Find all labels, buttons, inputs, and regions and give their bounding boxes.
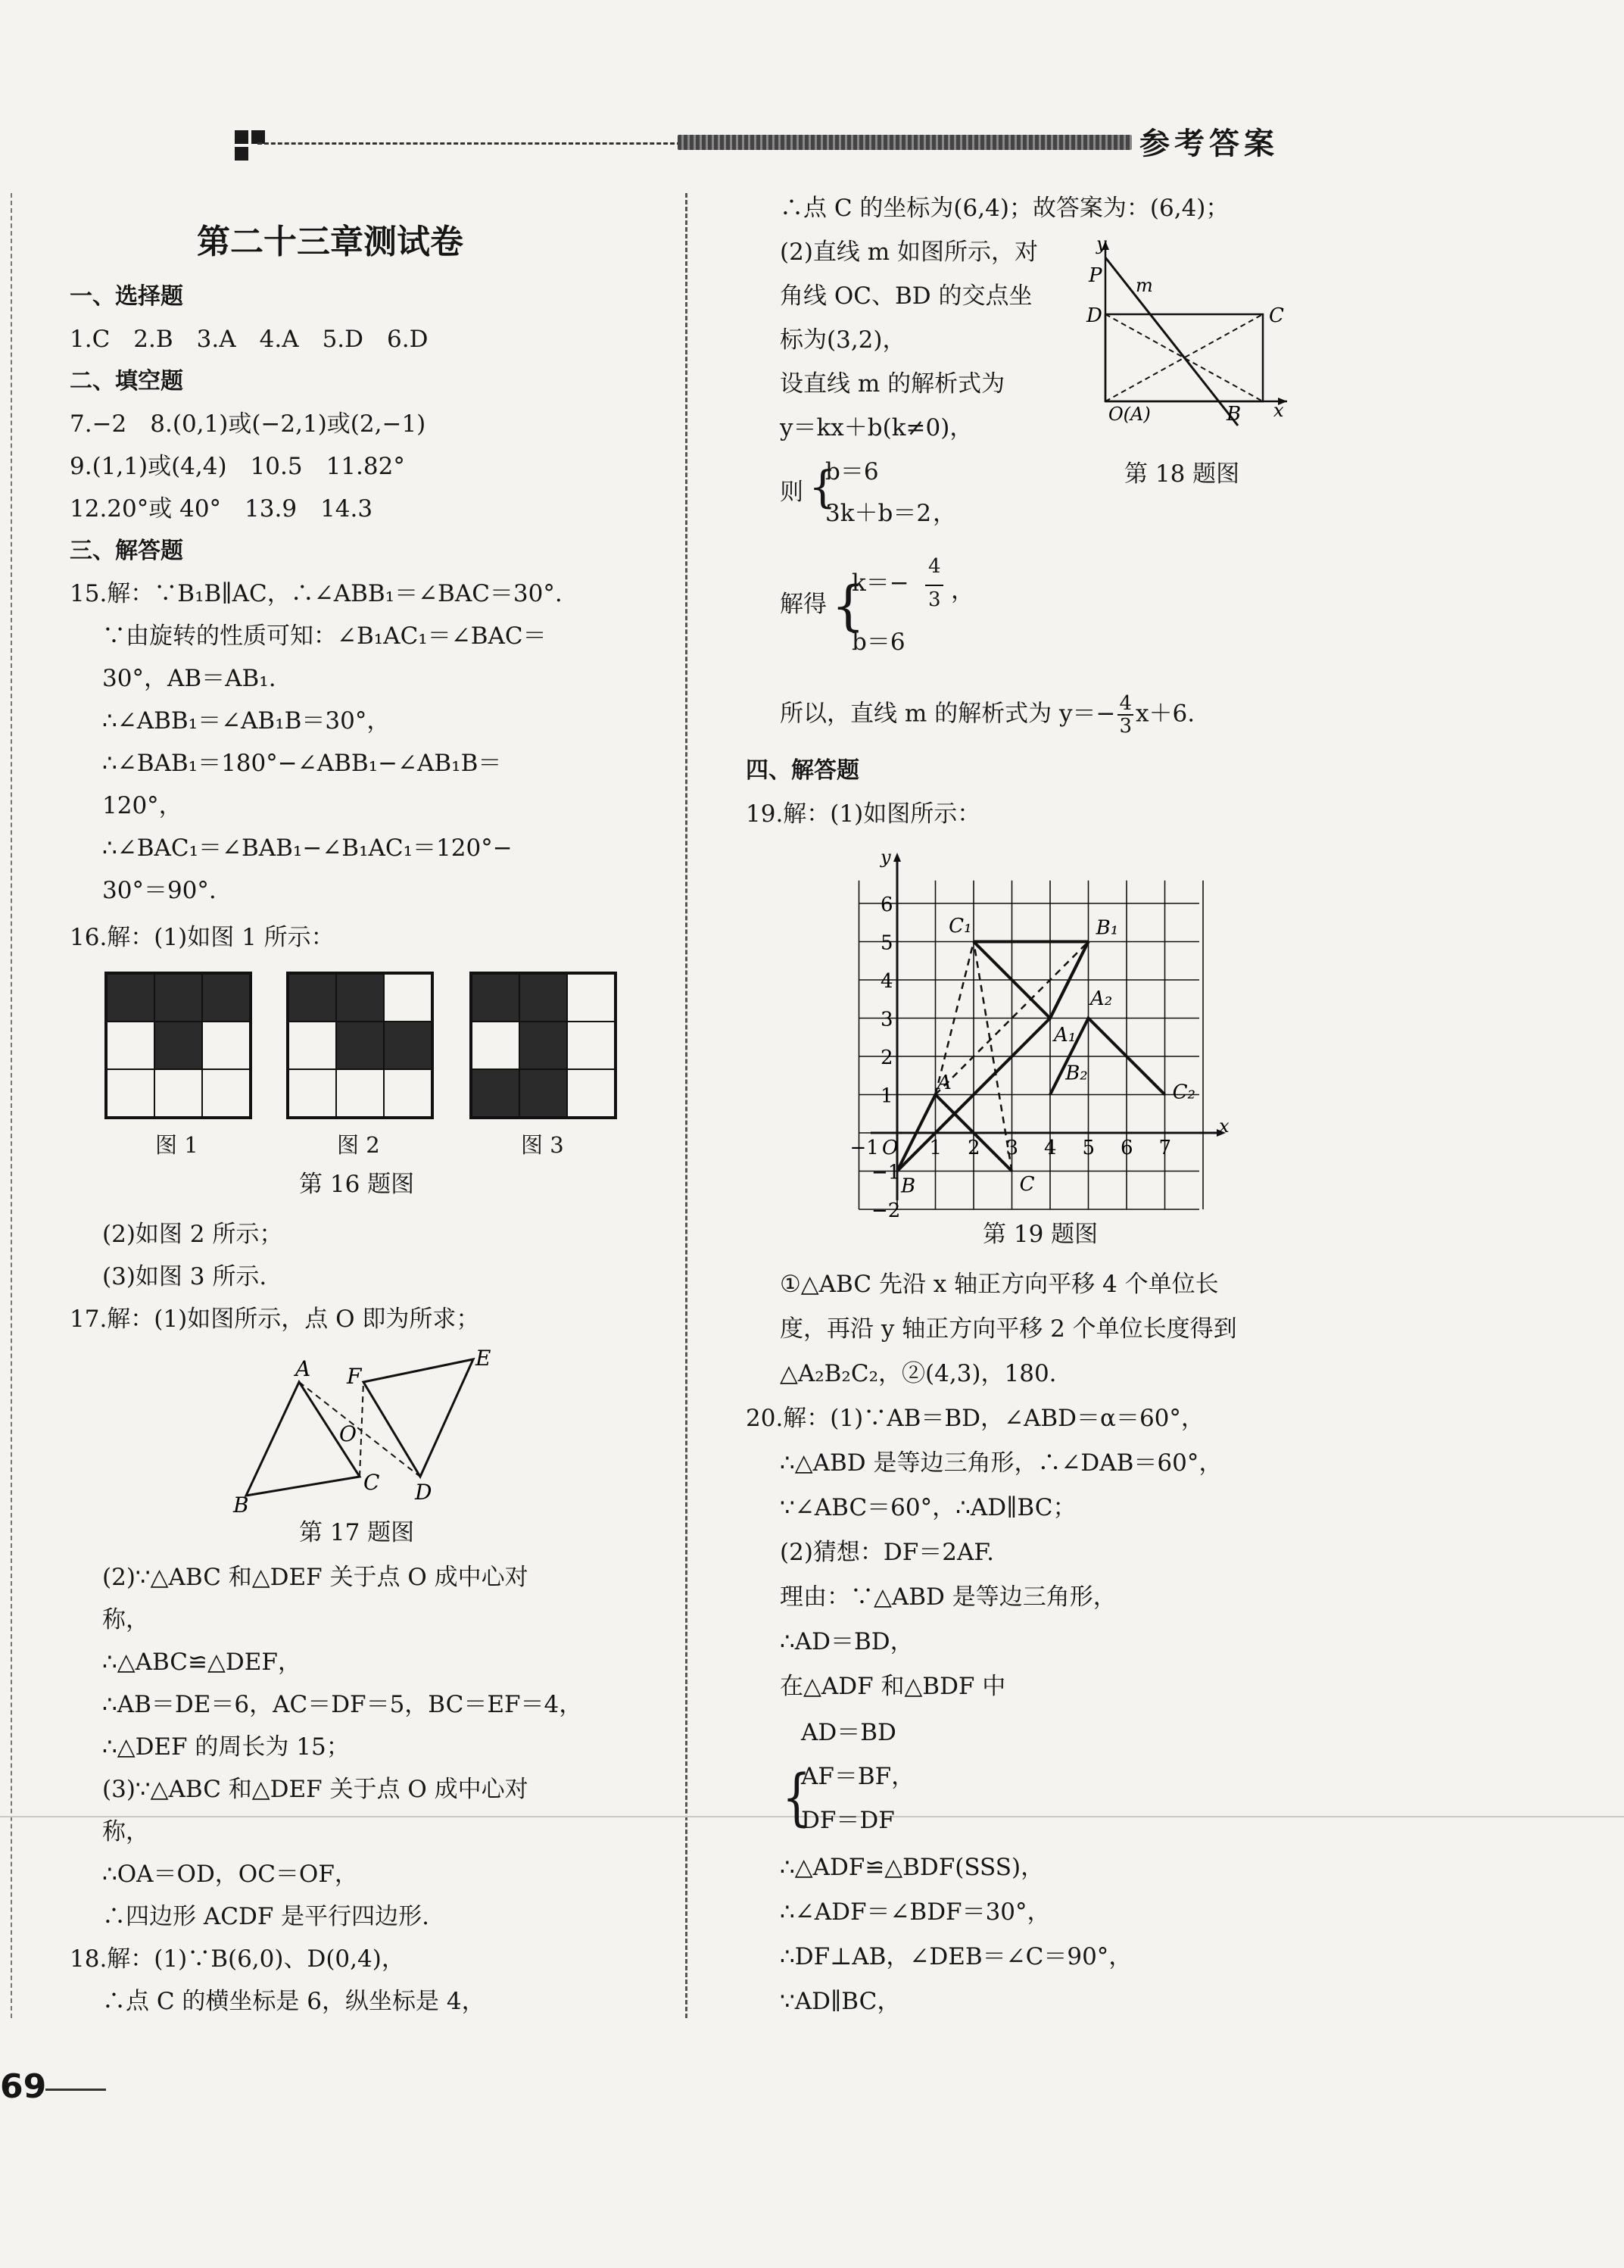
answer-line: 7.−2 8.(0,1)或(−2,1)或(2,−1) xyxy=(70,410,426,438)
answer-line: △A₂B₂C₂，②(4,3)，180. xyxy=(780,1360,1057,1387)
point-label: D xyxy=(415,1480,432,1505)
section-heading: 一、选择题 xyxy=(70,283,183,310)
answer-line: 18.解：(1)∵B(6,0)、D(0,4)， xyxy=(70,1945,405,1973)
conclusion-tail: x＋6. xyxy=(1136,700,1195,728)
answer-line: 角线 OC、BD 的交点坐 xyxy=(780,282,1033,310)
figure-17-caption: 第 17 题图 xyxy=(299,1519,415,1546)
brace-icon: { xyxy=(831,575,865,637)
system-row: AD＝BD xyxy=(801,1719,896,1746)
triangle-def xyxy=(363,1359,473,1477)
point-label: D xyxy=(1086,304,1102,327)
answer-line: 12.20°或 40° 13.9 14.3 xyxy=(70,495,373,523)
system-row: DF＝DF xyxy=(801,1807,895,1834)
answer-line: (2)如图 2 所示； xyxy=(102,1221,283,1248)
x-tick-label: 7 xyxy=(1158,1137,1172,1159)
point-label: A xyxy=(295,1356,311,1381)
point-label: m xyxy=(1136,275,1153,296)
answer-line: 9.(1,1)或(4,4) 10.5 11.82° xyxy=(70,453,405,480)
point-label: C xyxy=(1019,1172,1035,1196)
answer-line: ∴∠BAB₁＝180°−∠ABB₁−∠AB₁B＝ xyxy=(102,750,502,777)
answer-line: 在△ADF 和△BDF 中 xyxy=(780,1673,1006,1700)
brace-icon: { xyxy=(809,461,837,513)
system-suffix: ， xyxy=(933,500,956,527)
point-label: A xyxy=(937,1071,952,1094)
x-tick-label: 4 xyxy=(1044,1137,1057,1159)
answer-line: y＝kx＋b(k≠0)， xyxy=(780,414,974,441)
system-prefix: 解得 xyxy=(780,591,827,618)
system-row: b＝6 xyxy=(825,458,879,485)
answer-line: 1.C 2.B 3.A 4.A 5.D 6.D xyxy=(70,326,429,353)
y-tick-label: 6 xyxy=(881,894,893,916)
answer-line: 17.解：(1)如图所示，点 O 即为所求； xyxy=(70,1306,480,1333)
point-label: B₁ xyxy=(1096,916,1119,940)
point-label: A₁ xyxy=(1054,1023,1077,1047)
brace-icon: { xyxy=(782,1761,812,1834)
answer-line: ∴DF⊥AB，∠DEB＝∠C＝90°， xyxy=(780,1943,1133,1970)
answer-line: ∵由旋转的性质可知：∠B₁AC₁＝∠BAC＝ xyxy=(102,622,547,650)
figure-16-label-3: 图 3 xyxy=(521,1132,564,1158)
figure-16-label-1: 图 1 xyxy=(155,1132,198,1158)
system-row: 3k＋b＝2 xyxy=(825,500,932,527)
point-label: B xyxy=(1227,403,1242,426)
conclusion-line xyxy=(780,693,1563,737)
left-margin-line xyxy=(11,193,12,2018)
point-label: C xyxy=(1269,304,1284,327)
answer-line: (2)∵△ABC 和△DEF 关于点 O 成中心对 xyxy=(102,1564,528,1591)
answer-line: ∴AD＝BD， xyxy=(780,1628,914,1655)
axis-label: y xyxy=(881,847,891,868)
x-tick-label: −1 xyxy=(849,1137,879,1159)
figure-16-grid-1 xyxy=(104,972,252,1119)
answer-line: ①△ABC 先沿 x 轴正方向平移 4 个单位长 xyxy=(780,1271,1219,1298)
y-tick-label: −2 xyxy=(871,1200,901,1222)
answer-line: 标为(3,2)， xyxy=(780,326,906,354)
x-tick-label: O xyxy=(882,1137,899,1159)
figure-16-grid-2 xyxy=(286,972,434,1119)
answer-line: ∴OA＝OD，OC＝OF， xyxy=(102,1861,358,1888)
answer-line: 120°， xyxy=(102,792,182,819)
answer-line: (3)如图 3 所示. xyxy=(102,1263,267,1290)
header-bar xyxy=(678,135,1132,150)
page-number: 69 xyxy=(0,2067,47,2106)
section-heading: 二、填空题 xyxy=(70,368,183,395)
answer-line: ∵∠ABC＝60°，∴AD∥BC； xyxy=(780,1494,1077,1521)
chapter-title: 第二十三章测试卷 xyxy=(197,223,463,261)
answer-line: ∴∠BAC₁＝∠BAB₁−∠B₁AC₁＝120°− xyxy=(102,835,513,862)
header-dotted-line xyxy=(257,142,681,145)
axis-label: x xyxy=(1273,400,1284,421)
system-prefix: 则 xyxy=(780,479,803,506)
fraction-denominator: 3 xyxy=(1119,715,1132,738)
conclusion-fraction xyxy=(1117,693,1133,737)
figure-18-diagram xyxy=(1075,227,1302,447)
answer-line: 20.解：(1)∵AB＝BD，∠ABD＝α＝60°， xyxy=(746,1405,1205,1432)
y-tick-label: 1 xyxy=(881,1084,893,1108)
answer-line: ∴△DEF 的周长为 15； xyxy=(102,1733,350,1761)
axis-label: y xyxy=(1096,233,1107,254)
answer-line: ∵AD∥BC， xyxy=(780,1988,901,2015)
point-label: A₂ xyxy=(1090,987,1113,1010)
x-tick-label: 1 xyxy=(929,1137,943,1159)
conclusion-text: 所以，直线 m 的解析式为 y＝− xyxy=(780,700,1116,728)
point-label: C xyxy=(363,1470,380,1495)
section-heading: 三、解答题 xyxy=(70,538,183,564)
fraction-numerator: 4 xyxy=(1119,692,1132,715)
x-tick-label: 5 xyxy=(1082,1137,1096,1159)
y-tick-label: 4 xyxy=(881,970,893,993)
answer-line: ∴△ABD 是等边三角形，∴∠DAB＝60°， xyxy=(780,1449,1223,1477)
x-tick-label: 2 xyxy=(968,1137,980,1159)
answer-line: (2)猜想：DF＝2AF. xyxy=(780,1539,994,1566)
fraction-denominator: 3 xyxy=(928,588,941,611)
y-tick-label: −1 xyxy=(871,1161,901,1184)
answer-line: ∴四边形 ACDF 是平行四边形. xyxy=(102,1903,430,1930)
header-title: 参考答案 xyxy=(1139,126,1279,161)
axis-label: x xyxy=(1219,1115,1230,1137)
fraction-numerator: 4 xyxy=(928,555,941,578)
answer-line: 30°＝90°. xyxy=(102,877,217,904)
system-suffix: ， xyxy=(951,577,974,604)
answer-line: (3)∵△ABC 和△DEF 关于点 O 成中心对 xyxy=(102,1776,528,1803)
point-label: E xyxy=(475,1346,491,1371)
system-row: k＝− xyxy=(852,569,909,597)
y-tick-label: 5 xyxy=(881,931,893,955)
answer-line: ∴△ABC≌△DEF， xyxy=(102,1649,301,1676)
answer-line: ∴△ADF≌△BDF(SSS)， xyxy=(780,1854,1045,1881)
point-label: B xyxy=(233,1493,249,1518)
answer-line: 16.解：(1)如图 1 所示： xyxy=(70,924,335,951)
x-tick-label: 6 xyxy=(1121,1137,1133,1159)
answer-line: ∴∠ADF＝∠BDF＝30°， xyxy=(780,1898,1051,1926)
y-tick-label: 3 xyxy=(881,1008,893,1031)
answer-line: (2)直线 m 如图所示，对 xyxy=(780,239,1039,266)
answer-line: ∴点 C 的坐标为(6,4)；故答案为：(6,4)； xyxy=(780,195,1230,222)
point-label: O(A) xyxy=(1108,404,1151,425)
coordinate-grid xyxy=(859,881,1204,1209)
system-row: AF＝BF， xyxy=(801,1763,915,1790)
figure-19-diagram xyxy=(849,847,1230,1222)
answer-line: 理由：∵△ABD 是等边三角形， xyxy=(780,1583,1117,1611)
figure-19-caption: 第 19 题图 xyxy=(983,1221,1099,1248)
y-tick-label: 2 xyxy=(881,1047,893,1069)
line-m xyxy=(1105,257,1238,426)
figure-16-caption: 第 16 题图 xyxy=(299,1171,415,1198)
figure-16-grid-3 xyxy=(469,972,617,1119)
answer-line: 度，再沿 y 轴正方向平移 2 个单位长度得到 xyxy=(780,1315,1237,1343)
point-label: P xyxy=(1089,264,1102,287)
answer-line: ∴∠ABB₁＝∠AB₁B＝30°， xyxy=(102,707,391,735)
point-label: O xyxy=(339,1421,357,1446)
figure-17-diagram xyxy=(227,1344,500,1518)
figure-16-label-2: 图 2 xyxy=(337,1132,380,1158)
answer-line: 30°，AB＝AB₁. xyxy=(102,665,276,692)
point-label: B₂ xyxy=(1065,1062,1088,1085)
point-label: C₁ xyxy=(949,914,972,937)
section-heading: 四、解答题 xyxy=(746,757,859,784)
page-number-rule xyxy=(45,2089,106,2091)
x-tick-label: 3 xyxy=(1005,1137,1019,1159)
system-row: b＝6 xyxy=(852,629,906,656)
answer-line: 19.解：(1)如图所示： xyxy=(746,800,981,828)
answer-line: ∴点 C 的横坐标是 6，纵坐标是 4， xyxy=(102,1988,485,2015)
column-divider xyxy=(685,193,687,2018)
point-label: F xyxy=(347,1364,362,1389)
answer-line: 设直线 m 的解析式为 xyxy=(780,370,1005,398)
figure-18-caption: 第 18 题图 xyxy=(1124,460,1240,488)
answer-line: 称， xyxy=(102,1606,149,1633)
answer-line: 称， xyxy=(102,1818,149,1845)
point-label: C₂ xyxy=(1172,1081,1195,1104)
point-label: B xyxy=(901,1175,916,1198)
answer-line: 15.解：∵B₁B∥AC，∴∠ABB₁＝∠BAC＝30°. xyxy=(70,580,563,607)
answer-line: ∴AB＝DE＝6，AC＝DF＝5，BC＝EF＝4， xyxy=(102,1691,583,1718)
